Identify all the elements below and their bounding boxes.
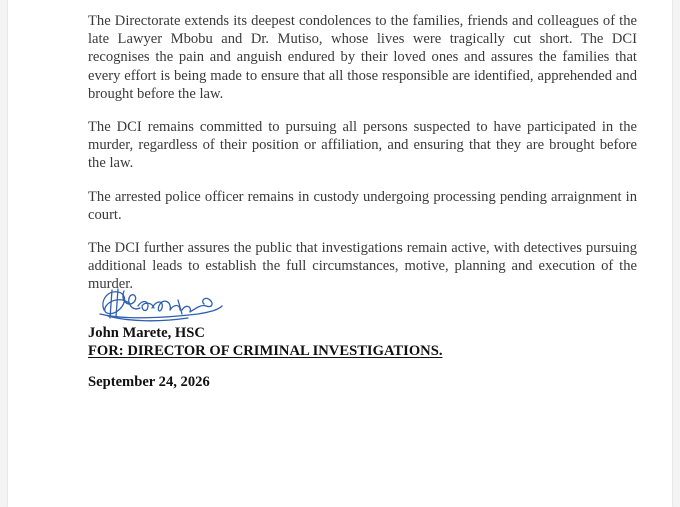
- paragraph-condolences: The Directorate extends its deepest condolences to the families, friends and colleagues of the late Lawyer Mbobu and Dr. Mutiso, whose lives were tragically cut short. The DCI recognises the pain and anguish endured by their loved ones and assures the families that every effort is being made to ensure that all those responsible are identified, apprehended and brought before the law.: [88, 13, 637, 102]
- signature-block: [88, 325, 443, 360]
- paragraph-investigations: The DCI further assures the public that investigations remain active, with detectives pursuing additional leads to establish the full circumstances, motive, planning and execution of the murder.: [88, 240, 637, 293]
- paragraph-commitment: The DCI remains committed to pursuing all persons suspected to have participated in the murder, regardless of their position or affiliation, and ensuring that they are brought before the law.: [88, 119, 637, 172]
- paragraph-custody: The arrested police officer remains in custody undergoing processing pending arraignment in court.: [88, 188, 637, 223]
- letter-page: [8, 0, 672, 507]
- letter-body: [88, 12, 637, 309]
- signer-title: FOR: DIRECTOR OF CRIMINAL INVESTIGATIONS.: [88, 342, 443, 359]
- signer-name: John Marete, HSC: [88, 325, 205, 341]
- letter-date: September 24, 2026: [88, 374, 210, 390]
- handwritten-signature: [94, 284, 226, 324]
